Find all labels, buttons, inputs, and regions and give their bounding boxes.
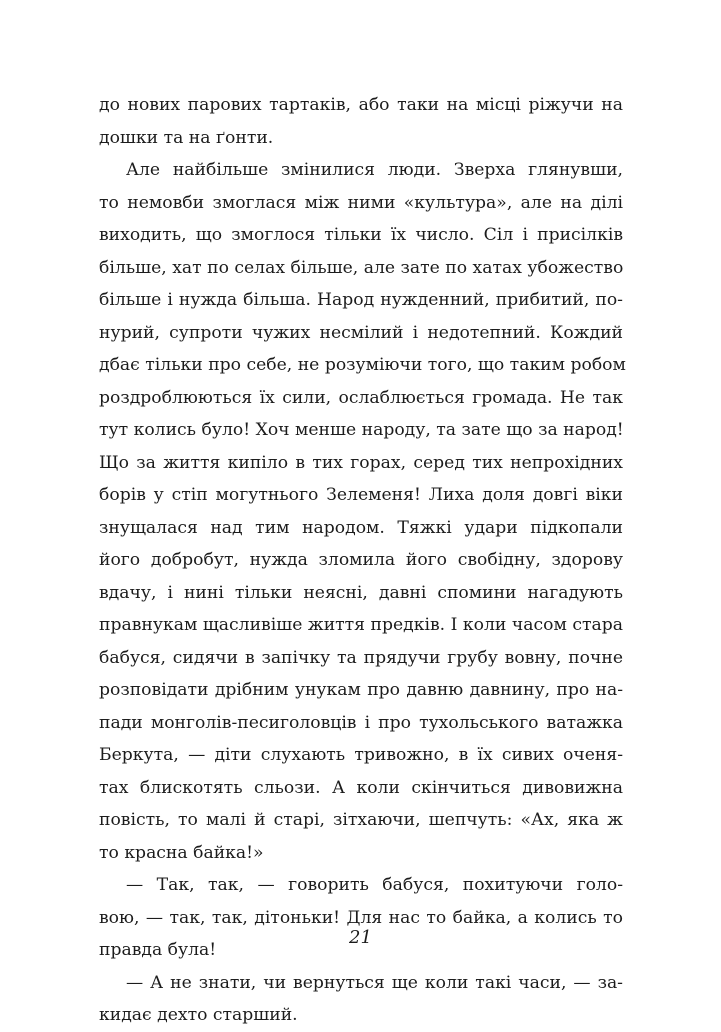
text-line: кидає дехто старший.: [99, 1005, 298, 1025]
text-line: дбає тільки про себе, не розуміючи того, що таким робом: [99, 355, 626, 375]
text-line: знущалася над тим народом. Тяжкі удари підкопали: [99, 517, 623, 538]
text-line: розповідати дрібним унукам про давню давнину, про на-: [99, 680, 623, 700]
text-line: тут колись було! Хоч менше народу, та зате що за народ!: [99, 420, 624, 440]
text-line: пади монголів-песиголовців і про тухольського ватажка: [99, 712, 623, 733]
text-line: Що за життя кипіло в тих горах, серед тих непрохідних: [99, 452, 623, 473]
text-line: роздроблюються їх сили, ослаблюється громада. Не так: [99, 387, 623, 408]
text-line: правда була!: [99, 940, 217, 960]
text-line: більше, хат по селах більше, але зате по хатах убожество: [99, 257, 624, 278]
text-line: виходить, що змоглося тільки їх число. Сіл і присілків: [99, 225, 623, 245]
text-line: тах блискотять сльози. А коли скінчиться дивовижна: [99, 777, 623, 798]
text-line: до нових парових тартаків, або таки на місці ріжучи на: [99, 95, 623, 115]
text-line: то красна байка!»: [99, 842, 264, 863]
text-line: Беркута, — діти слухають тривожно, в їх сивих оченя-: [99, 745, 623, 765]
text-line: вою, — так, так, дітоньки! Для нас то байка, а колись то: [99, 907, 623, 928]
text-line: дошки та на ґонти.: [99, 127, 274, 148]
text-line: правнукам щасливіше життя предків. І коли часом стара: [99, 615, 623, 635]
text-line: нурий, супроти чужих несмілий і недотепний. Кождий: [99, 322, 623, 343]
text-line: вдачу, і нині тільки неясні, давні спомини нагадують: [99, 582, 623, 603]
text-line: більше і нужда більша. Народ нужденний, прибитий, по-: [99, 290, 623, 310]
body-text: [99, 89, 626, 1032]
text-line: його добробут, нужда зломила його свобідну, здорову: [99, 550, 623, 570]
text-line: — А не знати, чи вернуться ще коли такі часи, — за-: [126, 972, 623, 993]
page-number: 21: [349, 927, 372, 948]
text-line: то немовби змоглася між ними «культура», але на ділі: [99, 192, 623, 213]
text-line: Але найбільше змінилися люди. Зверха глянувши,: [126, 160, 623, 180]
text-line: борів у стіп могутнього Зелеменя! Лиха доля довгі віки: [99, 485, 623, 505]
text-line: повість, то малі й старі, зітхаючи, шепчуть: «Ах, яка ж: [99, 810, 623, 830]
text-line: — Так, так, — говорить бабуся, похитуючи голо-: [126, 875, 623, 895]
text-line: бабуся, сидячи в запічку та прядучи грубу вовну, почне: [99, 647, 623, 668]
